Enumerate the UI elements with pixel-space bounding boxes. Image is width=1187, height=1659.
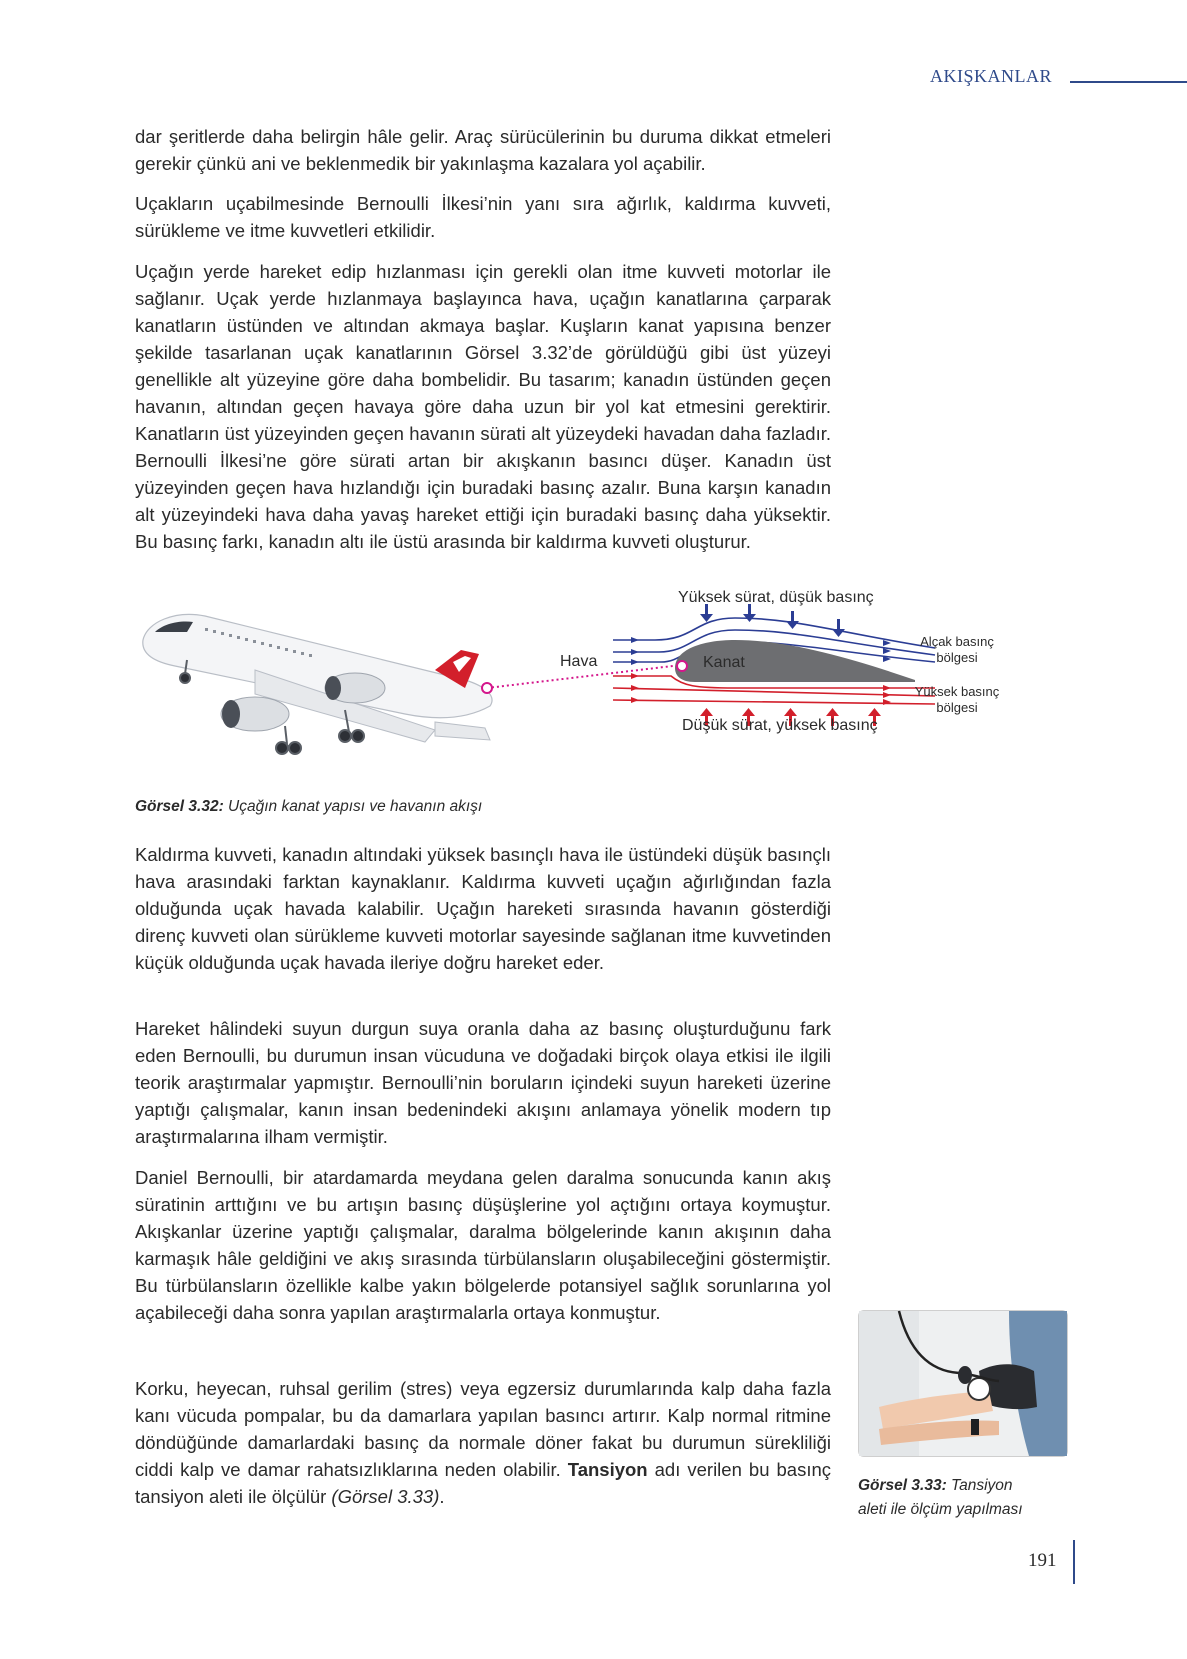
paragraph-4: Kaldırma kuvveti, kanadın altındaki yüksek basınçlı hava ile üstündeki düşük basınçlı hava arasındaki farktan kaynaklanır. Kaldırma kuvveti uçağın ağırlığından fazla olduğunda uçak havada kalabilir. Uçağın hareketi sırasında havanın gösterdiği direnç kuvveti olan sürükleme kuvveti motorlar sayesinde sağlanan itme kuvvetinden küçük olduğunda uçak havada ileriye doğru hareket eder.	[135, 844, 831, 973]
page-number-rule	[1073, 1540, 1075, 1584]
pointer-start-marker	[482, 683, 492, 693]
term-tansiyon: Tansiyon	[567, 1459, 648, 1480]
chapter-title: AKIŞKANLAR	[930, 66, 1052, 86]
paragraph-7	[135, 1375, 831, 1510]
caption-text: Uçağın kanat yapısı ve havanın akışı	[223, 798, 483, 815]
bottom-flow-label: Düşük sürat, yüksek basınç	[682, 717, 878, 734]
wing-marker	[677, 661, 687, 671]
header-rule	[1070, 81, 1187, 83]
top-flow-label: Yüksek sürat, düşük basınç	[678, 589, 874, 606]
caption-label: Görsel 3.32:	[135, 798, 224, 815]
running-header	[930, 66, 1187, 90]
caption-text-line-2: aleti ile ölçüm yapılması	[858, 1501, 1023, 1518]
wing-label: Kanat	[703, 654, 745, 671]
paragraph-7-end: .	[439, 1486, 445, 1507]
blood-pressure-illustration	[859, 1311, 1067, 1456]
blood-pressure-photo	[858, 1310, 1068, 1457]
caption-label: Görsel 3.33:	[858, 1477, 947, 1494]
paragraph-7-text: Korku, heyecan, ruhsal gerilim (stres) veya egzersiz durumlarında kalp daha fazla kanı vücuda pompalar, bu da damarlara yapılan basıncı artırır. Kalp normal ritmine döndüğünde damarlardaki basınç da normale döner fakat bu durumun sürekliliği ciddi kalp ve damar rahatsızlıklarına neden olabilir.	[135, 1378, 831, 1480]
paragraph-7-text-2: adı verilen bu basınç tansiyon aleti ile ölçülür	[135, 1459, 832, 1507]
airplane-wing-diagram	[135, 589, 1187, 810]
figure-reference: (Görsel 3.33)	[331, 1486, 440, 1507]
figure-3-32	[135, 589, 1187, 810]
paragraph-6: Daniel Bernoulli, bir atardamarda meydana gelen daralma sonucunda kanın akış süratinin arttığını ve bu artışın basınç düşüşlerine yol açtığını ortaya koymuştur. Akışkanlar üzerine yaptığı çalışmalar, daralma bölgelerinde kanın akışının daha karmaşık hâle geldiğini ve akış sırasında türbülansların oluşabileceğini göstermiştir. Bu türbülansların özellikle kalbe yakın bölgelerde potansiyel sağlık sorunlarına yol açabileceği daha sonra yapılan araştırmalarla ortaya konmuştur.	[135, 1167, 831, 1323]
air-label: Hava	[560, 653, 598, 670]
page-number: 191	[1028, 1550, 1057, 1571]
figure-3-32-caption	[135, 798, 482, 816]
low-pressure-zone-label-2: bölgesi	[936, 650, 978, 665]
paragraph-2: Uçakların uçabilmesinde Bernoulli İlkesi’nin yanı sıra ağırlık, kaldırma kuvveti, sürükleme ve itme kuvvetleri etkilidir.	[135, 193, 831, 241]
caption-text-line-1: Tansiyon	[946, 1477, 1013, 1494]
paragraph-3: Uçağın yerde hareket edip hızlanması için gerekli olan itme kuvveti motorlar ile sağlanır. Uçak yerde hızlanmaya başlayınca hava, uçağın kanatlarına çarparak kanatların üstünden ve altından akmaya başlar. Kuşların kanat yapısına benzer şekilde tasarlanan uçak kanatlarının Görsel 3.32’de görüldüğü gibi üst yüzeyi genellikle alt yüzeyine göre daha bombelidir. Bu tasarım; kanadın üstünden geçen havanın, altından geçen havaya göre daha uzun bir yol kat etmesini gerektirir. Kanatların üst yüzeyinden geçen havanın sürati alt yüzeydeki havadan daha fazladır. Bernoulli İlkesi’ne göre sürati artan bir akışkanın basıncı düşer. Kanadın üst yüzeyinden geçen hava hızlandığı için buradaki basınç azalır. Buna karşın kanadın alt yüzeyindeki hava daha yavaş hareket ettiği için buradaki basınç daha yüksektir. Bu basınç farkı, kanadın altı ile üstü arasında bir kaldırma kuvveti oluşturur.	[135, 261, 831, 552]
high-pressure-zone-label-2: bölgesi	[936, 700, 978, 715]
high-pressure-zone-label-1: Yüksek basınç	[914, 684, 1000, 699]
low-pressure-zone-label-1: Alçak basınç	[920, 634, 994, 649]
paragraph-1: dar şeritlerde daha belirgin hâle gelir. Araç sürücülerinin bu duruma dikkat etmeleri gerekir çünkü ani ve beklenmedik bir yakınlaşma kazalara yol açabilir.	[135, 126, 831, 174]
airplane-illustration	[143, 614, 492, 754]
figure-3-33-caption	[858, 1474, 1023, 1522]
paragraph-5: Hareket hâlindeki suyun durgun suya oranla daha az basınç oluşturduğunu fark eden Bernoulli, bu durumun insan vücuduna ve doğadaki birçok olaya etkisi ile ilgili teorik araştırmalar yapmıştır. Bernoulli’nin boruların içindeki suyun hareketi üzerine yaptığı çalışmalar, kanın insan bedenindeki akışını anlamaya yönelik modern tıp araştırmalarına ilham vermiştir.	[135, 1018, 831, 1147]
